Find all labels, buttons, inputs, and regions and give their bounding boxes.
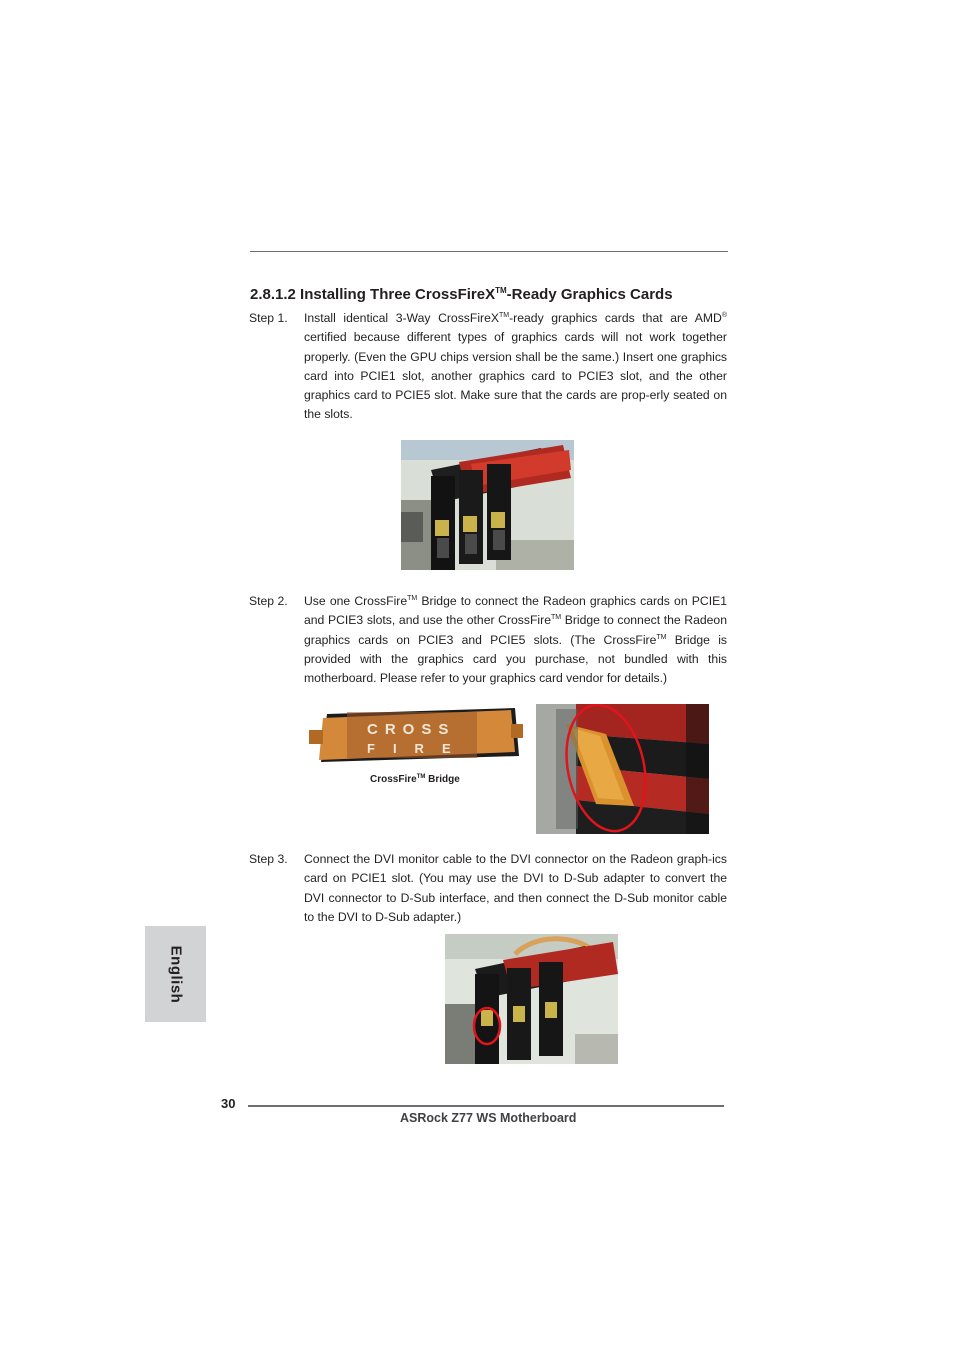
bridge-installed-photo xyxy=(536,704,709,834)
step-3 xyxy=(249,850,727,927)
crossfire-bridge-figure xyxy=(305,700,525,792)
language-side-tab xyxy=(145,926,206,1022)
page-number: 30 xyxy=(221,1096,236,1111)
step-1-text: Install identical 3-Way CrossFireX™-ready graphics cards that are AMD® certified because different types of graphics cards will not work together properly. (Even the GPU chips version shall be the same.) Insert one graphics card into PCIE1 slot, another graphics card to PCIE3 slot, and the other graphics card to PCIE5 slot. Make sure that the cards are prop-erly seated on the slots. xyxy=(304,311,727,422)
header-rule xyxy=(250,251,728,252)
step-1 xyxy=(249,309,727,425)
step-3-label: Step 3. xyxy=(249,852,288,866)
step-3-text: Connect the DVI monitor cable to the DVI connector on the Radeon graph-ics card on PCIE1 slot. (You may use the DVI to D-Sub adapter to convert the DVI connector to D-Sub interface, and then connect the D-Sub monitor cable to the DVI to D-Sub adapter.) xyxy=(304,852,727,924)
dvi-connection-photo xyxy=(445,934,618,1064)
footer-product-name: ASRock Z77 WS Motherboard xyxy=(400,1111,577,1125)
svg-text:FIRE: FIRE xyxy=(367,741,469,756)
bridge-caption: CrossFire™ Bridge xyxy=(370,774,460,785)
section-title: 2.8.1.2 Installing Three CrossFireX™-Ready Graphics Cards xyxy=(250,286,673,303)
step-1-label: Step 1. xyxy=(249,311,288,325)
three-cards-photo xyxy=(401,440,574,570)
step-2-text: Use one CrossFire™ Bridge to connect the Radeon graphics cards on PCIE1 and PCIE3 slots, and use the other CrossFire™ Bridge to connect the Radeon graphics cards on PCIE3 and PCIE5 slots. (The CrossFire™ Bridge is provided with the graphics card you purchase, not bundled with this motherboard. Please refer to your graphics card vendor for details.) xyxy=(304,594,727,686)
svg-text:CROSS: CROSS xyxy=(367,721,456,738)
step-2 xyxy=(249,592,727,688)
footer-rule xyxy=(248,1105,724,1107)
language-label: English xyxy=(166,945,184,1003)
step-2-label: Step 2. xyxy=(249,594,288,608)
